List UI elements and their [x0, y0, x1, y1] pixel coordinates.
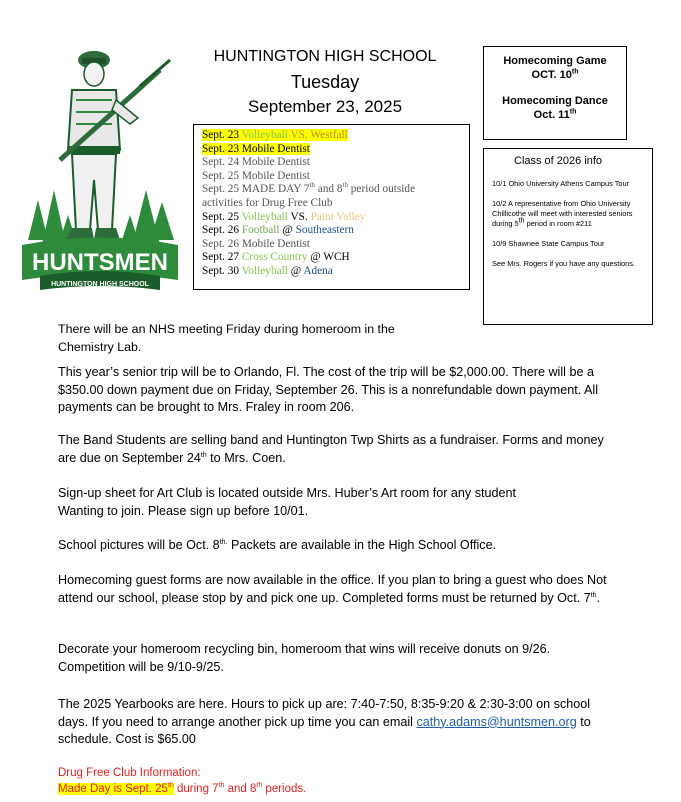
calendar-line: Sept. 25 Volleyball VS. Paint Valley: [202, 210, 366, 223]
announcement-drug-free-club: Drug Free Club Information: Made Day is Sept. 25th during 7th and 8th periods.: [58, 767, 307, 795]
calendar-line: Sept. 30 Volleyball @ Adena: [202, 264, 333, 277]
calendar-line: Sept. 25 MADE DAY 7th and 8th period outside: [202, 181, 416, 196]
announcement-band: The Band Students are selling band and Huntington Twp Shirts as a fundraiser. Forms and money are due on September 24th to Mrs. Coen.: [58, 433, 604, 465]
calendar-line: Sept. 23 Volleyball VS. Westfall: [202, 129, 348, 141]
announcement-recycling-bin: Decorate your homeroom recycling bin, homeroom that wins will receive donuts on 9/26. Competition will be 9/10-9/25.: [58, 642, 551, 674]
class-2026-item: 10/1 Ohio University Athens Campus Tour: [492, 179, 630, 188]
frontiersman-figure-icon: [60, 51, 170, 240]
calendar-box: [193, 124, 470, 290]
huntsmen-logo: [20, 40, 180, 298]
announcement-pictures: School pictures will be Oct. $8^{th.}$ Packets are available in the High School Office.: [58, 538, 497, 552]
logo-subtext: HUNTINGTON HIGH SCHOOL: [51, 281, 149, 288]
class-2026-title: Class of 2026 info: [514, 155, 603, 167]
class-2026-item: 10/2 A representative from Ohio University Chillicothe will meet with interested seniors during 5th period in room #211: [492, 199, 633, 228]
calendar-line: Sept. 26 Football @ Southeastern: [202, 224, 354, 237]
school-name: HUNTINGTON HIGH SCHOOL: [213, 48, 437, 65]
calendar-line: Sept. 26 Mobile Dentist: [202, 237, 310, 250]
homecoming-dance-label: Homecoming Dance: [502, 95, 608, 107]
calendar-line: activities for Drug Free Club: [202, 196, 333, 209]
day-of-week: Tuesday: [290, 72, 360, 92]
yearbook-email-link[interactable]: cathy.adams@huntsmen.org: [416, 714, 577, 729]
logo-text: HUNTSMEN: [32, 249, 168, 276]
announcement-guest-forms: Homecoming guest forms are now available in the office. If you plan to bring a guest who does Not attend our school, please stop by and pick one up. Completed forms must be returned by Oct. 7th.: [58, 573, 607, 605]
page-date: September 23, 2025: [247, 97, 403, 116]
announcement-senior-trip: This year’s senior trip will be to Orlando, Fl. The cost of the trip will be $2,000.00. There will be a $350.00 down payment due on Friday, September 26. This is a nonrefundable down payment. All payments can be brought to Mrs. Fraley in room 206.: [58, 365, 599, 415]
class-2026-box: [483, 148, 653, 325]
class-2026-item: 10/9 Shawnee State Campus Tour: [492, 239, 605, 248]
calendar-line: Sept. 24 Mobile Dentist: [202, 156, 310, 169]
homecoming-box: [483, 46, 627, 140]
announcement-nhs: There will be an NHS meeting Friday during homeroom in the Chemistry Lab.: [58, 322, 395, 354]
announcement-art-club: Sign-up sheet for Art Club is located outside Mrs. Huber’s Art room for any student Wanting to join. Please sign up before 10/01.: [58, 486, 517, 518]
calendar-line: Sept. 23 Mobile Dentist: [202, 142, 310, 155]
homecoming-game-date: OCT. 10th: [531, 68, 579, 81]
homecoming-game-label: Homecoming Game: [503, 55, 607, 67]
class-2026-item: See Mrs. Rogers if you have any questions.: [492, 259, 635, 268]
announcement-yearbooks: The 2025 Yearbooks are here. Hours to pick up are: 7:40-7:50, 8:35-9:20 & 2:30-3:00 on school days. If you need to arrange another pick up time you can email cathy.adams@huntsmen.org to schedule. Cost is $65.00: [58, 697, 591, 747]
homecoming-dance-date: Oct. 11th: [533, 108, 577, 121]
calendar-line: Sept. 27 Cross Country @ WCH: [202, 251, 350, 264]
calendar-line: Sept. 25 Mobile Dentist: [202, 169, 310, 182]
